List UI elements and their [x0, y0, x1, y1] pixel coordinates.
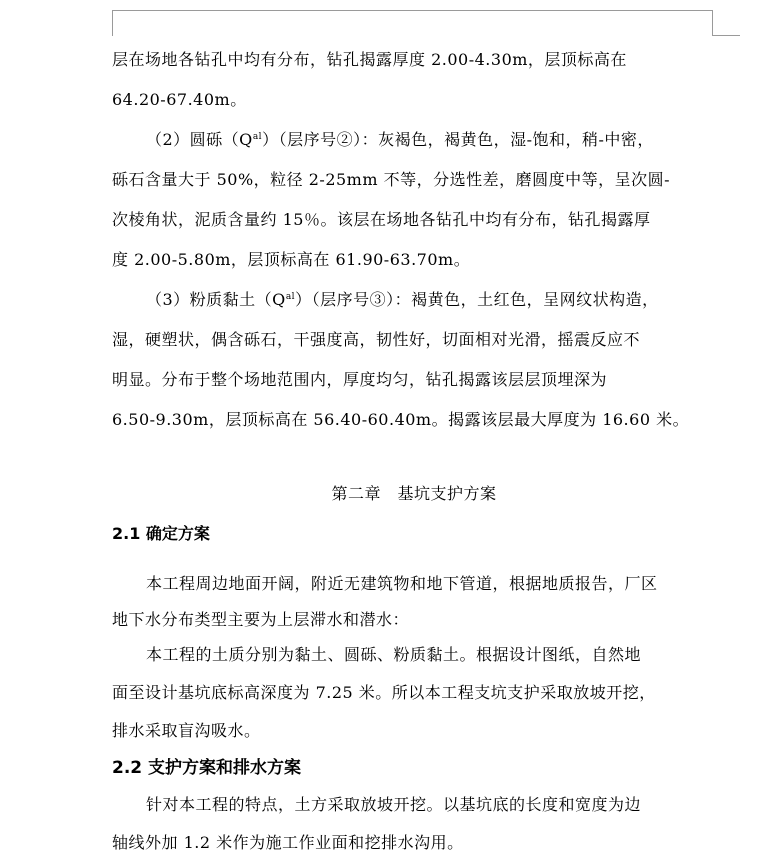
page-crop-mark-right [712, 10, 713, 36]
section-heading-2-2: 2.2 支护方案和排水方案 [112, 758, 302, 778]
spacer [112, 554, 716, 564]
text-line: 排水采取盲沟吸水。 [112, 721, 261, 740]
text-span: ）（层序号②）：灰褐色，褐黄色，湿-饱和，稍-中密， [262, 130, 654, 149]
text-span: （3）粉质黏土（Q [146, 290, 286, 309]
text-line: 轴线外加 1.2 米作为施工作业面和挖排水沟用。 [112, 833, 464, 852]
text-span: ）（层序号③）：褐黄色，土红色，呈网纹状构造， [295, 290, 659, 309]
text-line: 面至设计基坑底标高深度为 7.25 米。所以本工程支坑支护采取放坡开挖， [112, 683, 656, 702]
text-line: 针对本工程的特点，土方采取放坡开挖。以基坑底的长度和宽度为边 [146, 795, 642, 814]
text-span: （2）圆砾（Q [146, 130, 253, 149]
text-line: 湿，硬塑状，偶含砾石，干强度高，韧性好，切面相对光滑，摇震反应不 [112, 330, 641, 349]
document-body [112, 40, 716, 862]
superscript: al [285, 292, 296, 302]
superscript: al [252, 132, 263, 142]
page-crop-mark-left [112, 10, 113, 36]
chapter-title: 第二章 基坑支护方案 [331, 484, 497, 503]
text-line: 6.50-9.30m，层顶标高在 56.40-60.40m。揭露该层最大厚度为 16.60 米。 [112, 410, 690, 429]
paragraph-silty-clay-first-line [112, 280, 716, 320]
text-line: 次棱角状，泥质含量约 15％。该层在场地各钻孔中均有分布，钻孔揭露厚 [112, 210, 651, 229]
page-crop-mark-right-horizontal [712, 35, 740, 36]
text-line: 层在场地各钻孔中均有分布，钻孔揭露厚度 2.00-4.30m，层顶标高在 [112, 50, 627, 69]
text-line: 本工程周边地面开阔，附近无建筑物和地下管道，根据地质报告，厂区 [146, 574, 658, 593]
text-line: 明显。分布于整个场地范围内，厚度均匀，钻孔揭露该层层顶埋深为 [112, 370, 608, 389]
section-heading-2-1: 2.1 确定方案 [112, 524, 210, 543]
page-crop-mark-top [112, 10, 712, 11]
text-line: 砾石含量大于 50%，粒径 2-25mm 不等，分选性差，磨圆度中等，呈次圆- [112, 170, 671, 189]
text-line: 地下水分布类型主要为上层滞水和潜水： [112, 610, 410, 629]
text-line: 度 2.00-5.80m，层顶标高在 61.90-63.70m。 [112, 250, 471, 269]
text-line: 本工程的土质分别为黏土、圆砾、粉质黏土。根据设计图纸，自然地 [146, 645, 642, 664]
paragraph-gravel-first-line [112, 120, 716, 160]
text-line: 64.20-67.40m。 [112, 90, 247, 109]
